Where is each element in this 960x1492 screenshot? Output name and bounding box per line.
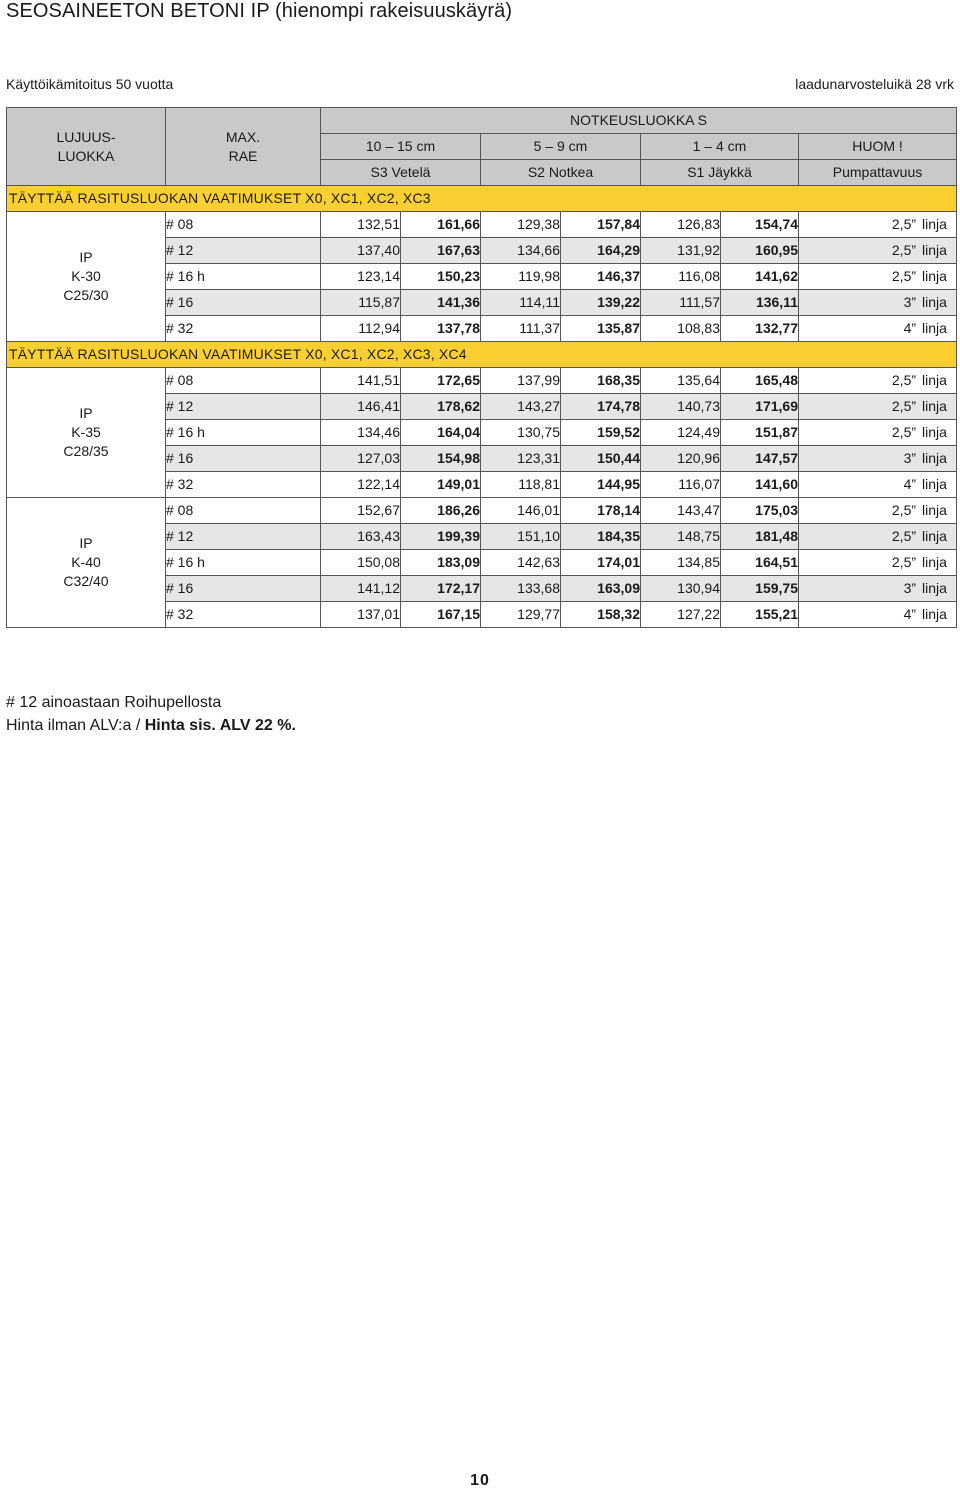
pump-line-size: 3” — [903, 450, 917, 466]
pumping-cell — [799, 472, 957, 498]
max-aggregate-cell: # 12 — [166, 238, 321, 264]
max-aggregate-header: MAX. RAE — [166, 108, 321, 186]
price-with-vat-cell: 135,87 — [561, 316, 641, 342]
pump-line-unit: linja — [922, 606, 947, 622]
price-with-vat-cell: 160,95 — [721, 238, 799, 264]
price-without-vat-cell: 137,40 — [321, 238, 401, 264]
pump-line-unit: linja — [922, 554, 947, 570]
class-header-s2: S2 Notkea — [481, 160, 641, 186]
price-with-vat-cell: 136,11 — [721, 290, 799, 316]
price-with-vat-cell: 154,98 — [401, 446, 481, 472]
price-with-vat-cell: 141,36 — [401, 290, 481, 316]
price-without-vat-cell: 115,87 — [321, 290, 401, 316]
pump-line-size: 2,5” — [891, 216, 917, 232]
price-with-vat-cell: 183,09 — [401, 550, 481, 576]
strength-class-header: LUJUUS- LUOKKA — [7, 108, 166, 186]
price-without-vat-cell: 132,51 — [321, 212, 401, 238]
price-without-vat-cell: 119,98 — [481, 264, 561, 290]
price-without-vat-cell: 134,46 — [321, 420, 401, 446]
price-with-vat-cell: 154,74 — [721, 212, 799, 238]
footnote-line-2 — [6, 714, 296, 737]
pumping-cell — [799, 420, 957, 446]
pump-line-size: 4” — [903, 606, 917, 622]
price-without-vat-cell: 126,83 — [641, 212, 721, 238]
strength-class-label: IP K-35 C28/35 — [7, 368, 166, 498]
price-without-vat-cell: 146,41 — [321, 394, 401, 420]
price-with-vat-cell: 178,14 — [561, 498, 641, 524]
price-with-vat-cell: 164,51 — [721, 550, 799, 576]
exposure-class-banner: TÄYTTÄÄ RASITUSLUOKAN VAATIMUKSET X0, XC1, XC2, XC3 — [7, 186, 957, 212]
price-without-vat-cell: 116,08 — [641, 264, 721, 290]
price-with-vat-cell: 163,09 — [561, 576, 641, 602]
price-without-vat-cell: 133,68 — [481, 576, 561, 602]
footnote-line-1: # 12 ainoastaan Roihupellosta — [6, 694, 222, 711]
price-without-vat-cell: 151,10 — [481, 524, 561, 550]
price-without-vat: Hinta ilman ALV:a / — [6, 717, 145, 734]
price-with-vat-cell: 141,62 — [721, 264, 799, 290]
pumping-cell — [799, 394, 957, 420]
range-header-s1: 1 – 4 cm — [641, 134, 799, 160]
pump-line-unit: linja — [922, 528, 947, 544]
price-without-vat-cell: 129,38 — [481, 212, 561, 238]
pumping-cell — [799, 576, 957, 602]
pumping-cell — [799, 316, 957, 342]
price-without-vat-cell: 143,47 — [641, 498, 721, 524]
price-without-vat-cell: 127,22 — [641, 602, 721, 628]
price-without-vat-cell: 120,96 — [641, 446, 721, 472]
price-with-vat-cell: 164,29 — [561, 238, 641, 264]
max-aggregate-cell: # 16 h — [166, 264, 321, 290]
pumping-cell — [799, 238, 957, 264]
price-without-vat-cell: 130,94 — [641, 576, 721, 602]
price-without-vat-cell: 127,03 — [321, 446, 401, 472]
price-without-vat-cell: 124,49 — [641, 420, 721, 446]
price-without-vat-cell: 150,08 — [321, 550, 401, 576]
price-without-vat-cell: 143,27 — [481, 394, 561, 420]
price-with-vat-cell: 172,65 — [401, 368, 481, 394]
pump-line-unit: linja — [922, 216, 947, 232]
pumping-cell — [799, 602, 957, 628]
max-aggregate-cell: # 08 — [166, 368, 321, 394]
price-without-vat-cell: 152,67 — [321, 498, 401, 524]
table-row — [7, 368, 957, 394]
footnote — [6, 691, 296, 737]
pump-line-unit: linja — [922, 450, 947, 466]
price-with-vat-cell: 151,87 — [721, 420, 799, 446]
price-without-vat-cell: 141,51 — [321, 368, 401, 394]
price-with-vat-cell: 181,48 — [721, 524, 799, 550]
pump-line-size: 3” — [903, 294, 917, 310]
pump-line-unit: linja — [922, 476, 947, 492]
max-aggregate-cell: # 08 — [166, 498, 321, 524]
pumping-cell — [799, 212, 957, 238]
max-aggregate-cell: # 32 — [166, 472, 321, 498]
pumping-cell — [799, 264, 957, 290]
pumping-cell — [799, 290, 957, 316]
price-with-vat-cell: 141,60 — [721, 472, 799, 498]
price-with-vat-cell: 137,78 — [401, 316, 481, 342]
range-header-s2: 5 – 9 cm — [481, 134, 641, 160]
exposure-class-banner: TÄYTTÄÄ RASITUSLUOKAN VAATIMUKSET X0, XC1, XC2, XC3, XC4 — [7, 342, 957, 368]
price-with-vat-cell: 175,03 — [721, 498, 799, 524]
pump-line-size: 2,5” — [891, 398, 917, 414]
pump-line-size: 3” — [903, 580, 917, 596]
huom-header: HUOM ! — [799, 134, 957, 160]
consistency-class-header: NOTKEUSLUOKKA S — [321, 108, 957, 134]
price-with-vat-cell: 150,44 — [561, 446, 641, 472]
section-row — [7, 186, 957, 212]
price-without-vat-cell: 141,12 — [321, 576, 401, 602]
price-without-vat-cell: 111,57 — [641, 290, 721, 316]
pump-line-size: 2,5” — [891, 554, 917, 570]
max-aggregate-cell: # 08 — [166, 212, 321, 238]
pump-line-size: 4” — [903, 476, 917, 492]
price-without-vat-cell: 129,77 — [481, 602, 561, 628]
price-without-vat-cell: 131,92 — [641, 238, 721, 264]
price-without-vat-cell: 140,73 — [641, 394, 721, 420]
pump-line-unit: linja — [922, 268, 947, 284]
pumping-cell — [799, 524, 957, 550]
price-with-vat-cell: 132,77 — [721, 316, 799, 342]
price-with-vat-cell: 164,04 — [401, 420, 481, 446]
price-with-vat-cell: 139,22 — [561, 290, 641, 316]
max-aggregate-cell: # 16 — [166, 290, 321, 316]
price-without-vat-cell: 123,14 — [321, 264, 401, 290]
pump-line-unit: linja — [922, 502, 947, 518]
pump-line-size: 2,5” — [891, 424, 917, 440]
pumping-cell — [799, 446, 957, 472]
strength-class-label: IP K-30 C25/30 — [7, 212, 166, 342]
max-aggregate-cell: # 16 h — [166, 420, 321, 446]
service-life-note: Käyttöikämitoitus 50 vuotta — [6, 76, 174, 92]
price-with-vat-cell: 147,57 — [721, 446, 799, 472]
pump-line-unit: linja — [922, 320, 947, 336]
price-with-vat-cell: 178,62 — [401, 394, 481, 420]
price-with-vat-cell: 146,37 — [561, 264, 641, 290]
price-without-vat-cell: 111,37 — [481, 316, 561, 342]
price-with-vat-cell: 171,69 — [721, 394, 799, 420]
price-with-vat-cell: 168,35 — [561, 368, 641, 394]
page-number: 10 — [470, 1472, 490, 1489]
price-with-vat-cell: 161,66 — [401, 212, 481, 238]
table-row — [7, 212, 957, 238]
price-with-vat-cell: 150,23 — [401, 264, 481, 290]
max-aggregate-cell: # 32 — [166, 602, 321, 628]
max-aggregate-cell: # 16 h — [166, 550, 321, 576]
price-with-vat-cell: 186,26 — [401, 498, 481, 524]
pump-line-unit: linja — [922, 242, 947, 258]
price-without-vat-cell: 112,94 — [321, 316, 401, 342]
price-with-vat: Hinta sis. ALV 22 %. — [144, 717, 296, 734]
price-with-vat-cell: 157,84 — [561, 212, 641, 238]
table-row — [7, 498, 957, 524]
price-without-vat-cell: 123,31 — [481, 446, 561, 472]
pump-line-unit: linja — [922, 372, 947, 388]
price-without-vat-cell: 146,01 — [481, 498, 561, 524]
price-without-vat-cell: 114,11 — [481, 290, 561, 316]
price-with-vat-cell: 174,01 — [561, 550, 641, 576]
max-aggregate-cell: # 16 — [166, 576, 321, 602]
pump-line-unit: linja — [922, 580, 947, 596]
price-without-vat-cell: 137,01 — [321, 602, 401, 628]
pump-line-size: 2,5” — [891, 268, 917, 284]
price-with-vat-cell: 184,35 — [561, 524, 641, 550]
price-with-vat-cell: 172,17 — [401, 576, 481, 602]
price-without-vat-cell: 163,43 — [321, 524, 401, 550]
quality-age-note: laadunarvosteluikä 28 vrk — [795, 76, 954, 92]
section-row — [7, 342, 957, 368]
range-header-s3: 10 – 15 cm — [321, 134, 481, 160]
pumping-header: Pumpattavuus — [799, 160, 957, 186]
price-without-vat-cell: 134,66 — [481, 238, 561, 264]
pump-line-unit: linja — [922, 424, 947, 440]
max-aggregate-cell: # 12 — [166, 524, 321, 550]
page-title: SEOSAINEETON BETONI IP (hienompi rakeisuuskäyrä) — [6, 0, 513, 22]
price-without-vat-cell: 142,63 — [481, 550, 561, 576]
pump-line-size: 2,5” — [891, 372, 917, 388]
pumping-cell — [799, 498, 957, 524]
price-with-vat-cell: 149,01 — [401, 472, 481, 498]
price-with-vat-cell: 174,78 — [561, 394, 641, 420]
price-without-vat-cell: 134,85 — [641, 550, 721, 576]
price-with-vat-cell: 165,48 — [721, 368, 799, 394]
price-without-vat-cell: 118,81 — [481, 472, 561, 498]
pump-line-size: 4” — [903, 320, 917, 336]
max-aggregate-cell: # 32 — [166, 316, 321, 342]
class-header-s1: S1 Jäykkä — [641, 160, 799, 186]
price-with-vat-cell: 144,95 — [561, 472, 641, 498]
pump-line-unit: linja — [922, 294, 947, 310]
price-without-vat-cell: 148,75 — [641, 524, 721, 550]
price-with-vat-cell: 158,32 — [561, 602, 641, 628]
pump-line-size: 2,5” — [891, 242, 917, 258]
price-table — [6, 107, 957, 628]
price-with-vat-cell: 167,63 — [401, 238, 481, 264]
pumping-cell — [799, 550, 957, 576]
max-aggregate-cell: # 12 — [166, 394, 321, 420]
price-with-vat-cell: 167,15 — [401, 602, 481, 628]
strength-class-label: IP K-40 C32/40 — [7, 498, 166, 628]
price-without-vat-cell: 135,64 — [641, 368, 721, 394]
price-without-vat-cell: 108,83 — [641, 316, 721, 342]
pump-line-unit: linja — [922, 398, 947, 414]
pump-line-size: 2,5” — [891, 528, 917, 544]
price-with-vat-cell: 159,52 — [561, 420, 641, 446]
price-with-vat-cell: 199,39 — [401, 524, 481, 550]
pumping-cell — [799, 368, 957, 394]
price-without-vat-cell: 122,14 — [321, 472, 401, 498]
price-without-vat-cell: 137,99 — [481, 368, 561, 394]
max-aggregate-cell: # 16 — [166, 446, 321, 472]
price-with-vat-cell: 155,21 — [721, 602, 799, 628]
pump-line-size: 2,5” — [891, 502, 917, 518]
price-without-vat-cell: 116,07 — [641, 472, 721, 498]
price-with-vat-cell: 159,75 — [721, 576, 799, 602]
class-header-s3: S3 Vetelä — [321, 160, 481, 186]
price-without-vat-cell: 130,75 — [481, 420, 561, 446]
